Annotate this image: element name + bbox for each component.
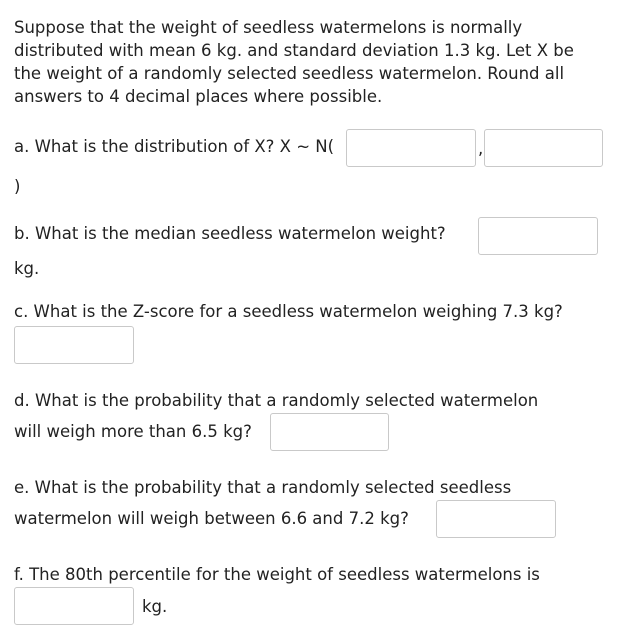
distribution-mean-input[interactable] xyxy=(346,129,476,167)
probability-more-than-input[interactable] xyxy=(270,413,389,451)
distribution-sd-input[interactable] xyxy=(484,129,603,167)
problem-line-2: distributed with mean 6 kg. and standard deviation 1.3 kg. Let X be xyxy=(14,41,574,60)
problem-statement xyxy=(14,16,614,108)
percentile-input[interactable] xyxy=(14,587,134,625)
median-weight-input[interactable] xyxy=(478,217,598,255)
question-b-unit: kg. xyxy=(14,259,40,278)
probability-between-input[interactable] xyxy=(436,500,556,538)
question-e-line-2: watermelon will weigh between 6.6 and 7.2 kg? xyxy=(14,509,409,528)
question-b-prompt: b. What is the median seedless watermelon weight? xyxy=(14,224,446,243)
z-score-input[interactable] xyxy=(14,326,134,364)
problem-line-4: answers to 4 decimal places where possible. xyxy=(14,87,383,106)
problem-line-1: Suppose that the weight of seedless watermelons is normally xyxy=(14,18,523,37)
question-a-prompt: a. What is the distribution of X? X ~ N( xyxy=(14,137,335,156)
question-f-unit: kg. xyxy=(142,597,168,616)
question-d-line-2: will weigh more than 6.5 kg? xyxy=(14,422,252,441)
question-a-separator: , xyxy=(478,139,484,158)
question-c-prompt: c. What is the Z-score for a seedless watermelon weighing 7.3 kg? xyxy=(14,302,563,321)
problem-line-3: the weight of a randomly selected seedless watermelon. Round all xyxy=(14,64,565,83)
question-f-prompt: f. The 80th percentile for the weight of seedless watermelons is xyxy=(14,565,540,584)
question-d-line-1: d. What is the probability that a randomly selected watermelon xyxy=(14,391,539,410)
question-a-closing: ) xyxy=(14,177,21,196)
question-e-line-1: e. What is the probability that a randomly selected seedless xyxy=(14,478,512,497)
